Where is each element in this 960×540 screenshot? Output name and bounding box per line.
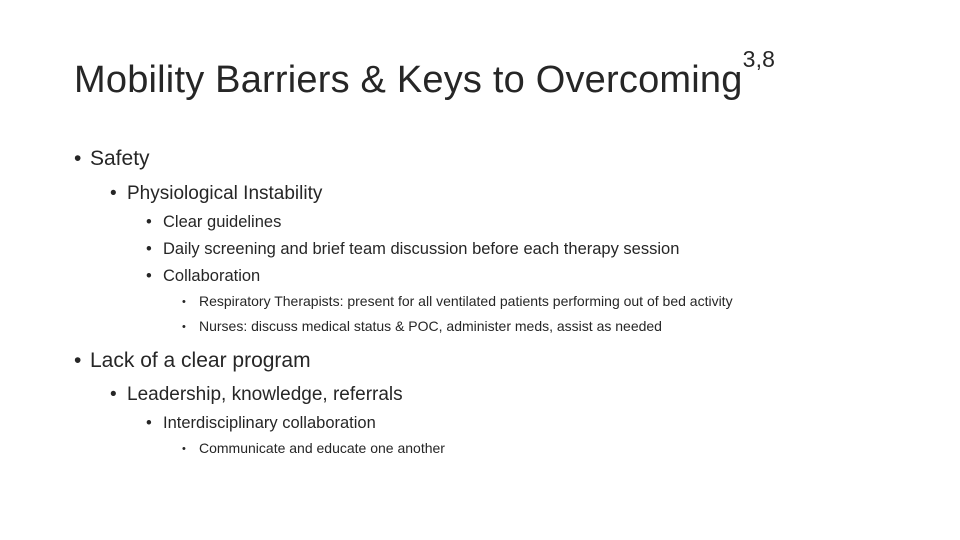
bullet-text: Nurses: discuss medical status & POC, administer meds, assist as needed [199, 318, 662, 334]
bullet-respiratory-therapists [182, 293, 733, 309]
bullet-glyph: • [182, 443, 186, 455]
bullet-physiological-instability [110, 183, 322, 205]
bullet-glyph: • [74, 349, 82, 372]
bullet-text: Respiratory Therapists: present for all ventilated patients performing out of bed activity [199, 293, 733, 309]
bullet-glyph: • [110, 183, 117, 204]
bullet-lack-of-clear-program [74, 349, 311, 373]
bullet-leadership-knowledge-referrals [110, 384, 403, 406]
bullet-safety [74, 147, 150, 171]
bullet-glyph: • [146, 414, 152, 432]
bullet-text: Lack of a clear program [90, 349, 311, 372]
bullet-glyph: • [182, 296, 186, 308]
bullet-text: Communicate and educate one another [199, 440, 445, 456]
bullet-nurses [182, 318, 662, 334]
bullet-text: Daily screening and brief team discussion before each therapy session [163, 240, 680, 258]
bullet-glyph: • [74, 147, 82, 170]
title-citation: 3,8 [742, 46, 776, 72]
bullet-text: Safety [90, 147, 150, 170]
bullet-collaboration [146, 267, 260, 286]
bullet-interdisciplinary-collaboration [146, 414, 376, 433]
bullet-clear-guidelines [146, 213, 281, 232]
bullet-text: Collaboration [163, 267, 261, 285]
bullet-text: Interdisciplinary collaboration [163, 414, 376, 432]
slide-title-text: Mobility Barriers & Keys to Overcoming [74, 59, 743, 101]
bullet-glyph: • [110, 384, 117, 405]
bullet-glyph: • [182, 321, 186, 333]
bullet-communicate-educate [182, 440, 445, 456]
bullet-text: Leadership, knowledge, referrals [127, 384, 403, 405]
bullet-text: Physiological Instability [127, 183, 323, 204]
bullet-glyph: • [146, 213, 152, 231]
bullet-text: Clear guidelines [163, 213, 282, 231]
bullet-daily-screening [146, 240, 679, 259]
bullet-glyph: • [146, 267, 152, 285]
bullet-glyph: • [146, 240, 152, 258]
slide-title [74, 46, 776, 106]
